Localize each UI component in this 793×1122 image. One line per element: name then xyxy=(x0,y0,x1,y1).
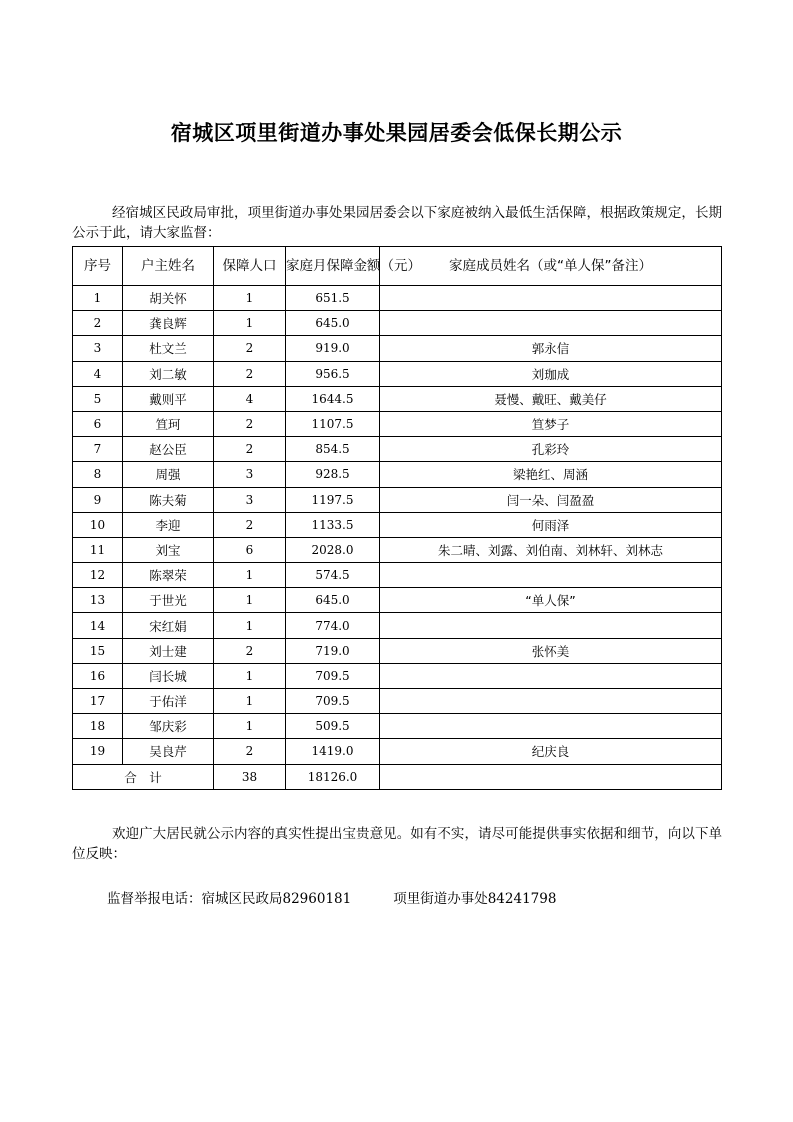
cell-name: 陈翠荣 xyxy=(123,563,214,588)
cell-amount: 645.0 xyxy=(286,588,380,613)
cell-persons: 1 xyxy=(214,563,286,588)
cell-no: 1 xyxy=(73,286,123,311)
cell-name: 于世光 xyxy=(123,588,214,613)
cell-no: 18 xyxy=(73,714,123,739)
header-persons: 保障人口 xyxy=(214,247,286,286)
cell-no: 14 xyxy=(73,613,123,638)
cell-persons: 1 xyxy=(214,286,286,311)
table-row xyxy=(73,563,722,588)
cell-name: 刘宝 xyxy=(123,537,214,562)
cell-members: 纪庆良 xyxy=(380,739,722,764)
cell-persons: 1 xyxy=(214,311,286,336)
cell-no: 7 xyxy=(73,437,123,462)
cell-amount: 854.5 xyxy=(286,437,380,462)
cell-members xyxy=(380,689,722,714)
cell-name: 于佑洋 xyxy=(123,689,214,714)
cell-amount: 709.5 xyxy=(286,663,380,688)
cell-members xyxy=(380,663,722,688)
cell-members xyxy=(380,563,722,588)
cell-no: 15 xyxy=(73,638,123,663)
cell-persons: 2 xyxy=(214,437,286,462)
contact-subdistrict-office: 项里街道办事处84241798 xyxy=(393,891,557,907)
cell-members: 孔彩玲 xyxy=(380,437,722,462)
cell-persons: 1 xyxy=(214,714,286,739)
cell-members xyxy=(380,714,722,739)
cell-members: 笪梦子 xyxy=(380,411,722,436)
cell-name: 赵公臣 xyxy=(123,437,214,462)
total-row xyxy=(73,764,722,789)
table-header-row xyxy=(73,247,722,286)
table-row xyxy=(73,487,722,512)
cell-amount: 1419.0 xyxy=(286,739,380,764)
cell-name: 刘士建 xyxy=(123,638,214,663)
cell-no: 13 xyxy=(73,588,123,613)
table-row xyxy=(73,588,722,613)
document-title: 宿城区项里街道办事处果园居委会低保长期公示 xyxy=(170,120,623,145)
cell-name: 周强 xyxy=(123,462,214,487)
intro-paragraph: 经宿城区民政局审批，项里街道办事处果园居委会以下家庭被纳入最低生活保障，根据政策规定，长期公示于此，请大家监督： xyxy=(72,205,722,241)
total-members xyxy=(380,764,722,789)
cell-persons: 3 xyxy=(214,462,286,487)
cell-amount: 709.5 xyxy=(286,689,380,714)
total-persons: 38 xyxy=(214,764,286,789)
header-no: 序号 xyxy=(73,247,123,286)
cell-amount: 645.0 xyxy=(286,311,380,336)
table-row xyxy=(73,512,722,537)
cell-amount: 574.5 xyxy=(286,563,380,588)
cell-amount: 651.5 xyxy=(286,286,380,311)
table-row xyxy=(73,739,722,764)
cell-amount: 774.0 xyxy=(286,613,380,638)
cell-no: 6 xyxy=(73,411,123,436)
table-row xyxy=(73,689,722,714)
cell-no: 8 xyxy=(73,462,123,487)
cell-amount: 1644.5 xyxy=(286,386,380,411)
cell-amount: 919.0 xyxy=(286,336,380,361)
cell-amount: 928.5 xyxy=(286,462,380,487)
table-row xyxy=(73,638,722,663)
contact-line xyxy=(107,887,556,907)
cell-no: 12 xyxy=(73,563,123,588)
cell-persons: 1 xyxy=(214,663,286,688)
cell-members xyxy=(380,613,722,638)
cell-name: 李迎 xyxy=(123,512,214,537)
total-amount: 18126.0 xyxy=(286,764,380,789)
cell-members: 聂慢、戴旺、戴美仔 xyxy=(380,386,722,411)
cell-persons: 2 xyxy=(214,638,286,663)
cell-no: 2 xyxy=(73,311,123,336)
cell-name: 邹庆彩 xyxy=(123,714,214,739)
cell-persons: 1 xyxy=(214,588,286,613)
cell-amount: 956.5 xyxy=(286,361,380,386)
cell-members: 郭永信 xyxy=(380,336,722,361)
cell-persons: 2 xyxy=(214,336,286,361)
header-name: 户主姓名 xyxy=(123,247,214,286)
cell-no: 19 xyxy=(73,739,123,764)
cell-name: 刘二敏 xyxy=(123,361,214,386)
cell-members: 梁艳红、周涵 xyxy=(380,462,722,487)
table-row xyxy=(73,411,722,436)
contact-label: 监督举报电话： xyxy=(107,891,202,907)
cell-amount: 1133.5 xyxy=(286,512,380,537)
cell-persons: 6 xyxy=(214,537,286,562)
cell-no: 3 xyxy=(73,336,123,361)
cell-no: 10 xyxy=(73,512,123,537)
cell-persons: 2 xyxy=(214,361,286,386)
cell-no: 4 xyxy=(73,361,123,386)
cell-name: 宋红娟 xyxy=(123,613,214,638)
table-row xyxy=(73,663,722,688)
cell-name: 闫长城 xyxy=(123,663,214,688)
cell-no: 11 xyxy=(73,537,123,562)
cell-no: 9 xyxy=(73,487,123,512)
table-row xyxy=(73,336,722,361)
cell-members xyxy=(380,286,722,311)
cell-persons: 4 xyxy=(214,386,286,411)
cell-persons: 3 xyxy=(214,487,286,512)
cell-members: 何雨泽 xyxy=(380,512,722,537)
cell-persons: 2 xyxy=(214,512,286,537)
table-row xyxy=(73,437,722,462)
cell-members xyxy=(380,311,722,336)
cell-name: 胡关怀 xyxy=(123,286,214,311)
cell-members: “单人保” xyxy=(380,588,722,613)
cell-no: 17 xyxy=(73,689,123,714)
table-row xyxy=(73,311,722,336)
cell-amount: 2028.0 xyxy=(286,537,380,562)
total-label: 合 计 xyxy=(73,764,214,789)
cell-no: 16 xyxy=(73,663,123,688)
cell-persons: 1 xyxy=(214,689,286,714)
cell-no: 5 xyxy=(73,386,123,411)
header-members: 家庭成员姓名（或“单人保”备注） xyxy=(380,247,722,286)
cell-members: 朱二晴、刘露、刘伯南、刘林轩、刘林志 xyxy=(380,537,722,562)
cell-name: 杜文兰 xyxy=(123,336,214,361)
table-row xyxy=(73,613,722,638)
cell-persons: 2 xyxy=(214,411,286,436)
table-row xyxy=(73,286,722,311)
feedback-note: 欢迎广大居民就公示内容的真实性提出宝贵意见。如有不实，请尽可能提供事实依据和细节，向以下单位反映： xyxy=(72,826,722,862)
cell-amount: 509.5 xyxy=(286,714,380,739)
cell-amount: 1107.5 xyxy=(286,411,380,436)
cell-amount: 719.0 xyxy=(286,638,380,663)
cell-name: 龚良辉 xyxy=(123,311,214,336)
table-body xyxy=(73,286,722,765)
cell-members: 刘珈成 xyxy=(380,361,722,386)
contact-civil-affairs: 宿城区民政局82960181 xyxy=(201,891,352,907)
table-row xyxy=(73,462,722,487)
cell-members: 闫一朵、闫盈盈 xyxy=(380,487,722,512)
cell-persons: 2 xyxy=(214,739,286,764)
cell-name: 吴良芹 xyxy=(123,739,214,764)
recipient-table xyxy=(72,246,722,790)
cell-name: 笪珂 xyxy=(123,411,214,436)
table-row xyxy=(73,386,722,411)
header-amount: 家庭月保障金额（元） xyxy=(286,247,380,286)
cell-members: 张怀美 xyxy=(380,638,722,663)
table-row xyxy=(73,537,722,562)
cell-amount: 1197.5 xyxy=(286,487,380,512)
cell-persons: 1 xyxy=(214,613,286,638)
table-row xyxy=(73,714,722,739)
table-row xyxy=(73,361,722,386)
cell-name: 戴则平 xyxy=(123,386,214,411)
cell-name: 陈夫菊 xyxy=(123,487,214,512)
